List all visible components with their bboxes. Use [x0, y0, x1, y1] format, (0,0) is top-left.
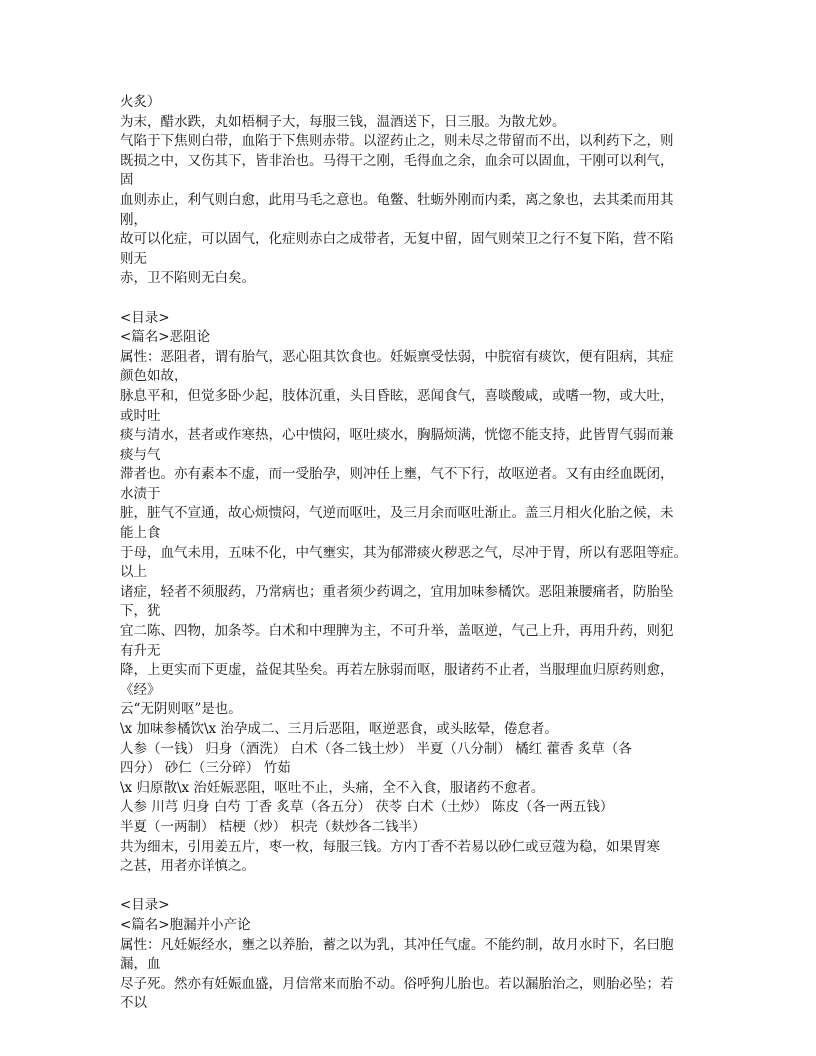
text-line: 有升无	[120, 642, 161, 659]
text-line: 痰与气	[120, 446, 161, 463]
text-line: 之甚，用者亦详慎之。	[120, 858, 255, 875]
text-line: 固	[120, 172, 134, 189]
text-line: 降，上更实而下更虚，益促其坠矣。再若左脉弱而呕，服诸药不止者，当服理血归原药则愈，	[120, 662, 674, 679]
text-line: 云“无阴则呕”是也。	[120, 701, 242, 718]
text-line: 四分） 砂仁（三分碎） 竹茹	[120, 760, 291, 777]
text-line: 既损之中，又伤其下，皆非治也。马得干之刚，毛得血之余，血余可以固血，干刚可以利气，	[120, 152, 674, 169]
text-line: 人参（一钱） 归身（酒洗） 白术（各二钱土炒） 半夏（八分制） 橘红 藿香 炙草（各	[120, 740, 632, 757]
text-line: 诸症，轻者不须服药，乃常病也；重者须少药调之，宜用加味参橘饮。恶阻兼腰痛者，防胎坠	[120, 583, 674, 600]
blank-line	[120, 289, 700, 309]
text-line: 属性：凡妊娠经水，壅之以养胎，蓄之以为乳，其冲任气虚。不能约制，故月水时下，名曰胞	[120, 936, 674, 953]
text-line: <篇名>胞漏并小产论	[120, 916, 251, 933]
text-line: 尽子死。然亦有妊娠血盛，月信常来而胎不动。俗呼狗儿胎也。若以漏胎治之，则胎必坠；若	[120, 975, 674, 992]
text-line: 故可以化症，可以固气，化症则赤白之成带者，无复中留，固气则荣卫之行不复下陷，营不陷	[120, 231, 674, 248]
text-line: 或时吐	[120, 407, 161, 424]
text-line: <目录>	[120, 309, 170, 326]
text-line: 水渍于	[120, 485, 161, 502]
text-line: 则无	[120, 250, 147, 267]
text-line: 宜二陈、四物，加条芩。白术和中理脾为主，不可升举，盖呕逆，气己上升，再用升药，则犯	[120, 623, 674, 640]
text-line: \x 归原散\x 治妊娠恶阻，呕吐不止，头痛，全不入食，服诸药不愈者。	[120, 779, 545, 796]
text-line: 火炙）	[120, 94, 161, 110]
text-line: 漏，血	[120, 956, 161, 973]
text-line: 气陷于下焦则白带，血陷于下焦则赤带。以涩药止之，则未尽之带留而不出，以利药下之，则	[120, 133, 674, 150]
text-line: 于母，血气未用，五味不化，中气壅实，其为郁滞痰火秽恶之气，尽冲于胃，所以有恶阻等症。	[120, 544, 687, 561]
text-line: 痰与清水，甚者或作寒热，心中愦闷，呕吐痰水，胸膈烦满，恍惚不能支持，此皆胃气弱而兼	[120, 427, 674, 444]
text-line: 半夏（一两制） 桔梗（炒） 枳壳（麸炒各二钱半）	[120, 818, 426, 835]
blank-line	[120, 877, 700, 897]
text-line: 刚，	[120, 211, 147, 228]
text-line: 血则赤止，利气则白愈，此用马毛之意也。龟鳖、牡蛎外刚而内柔，离之象也，去其柔而用其	[120, 191, 674, 208]
document-page	[120, 93, 700, 1014]
text-line: \x 加味参橘饮\x 治孕成二、三月后恶阻，呕逆恶食，或头眩晕，倦怠者。	[120, 721, 558, 737]
text-line: 为末，醋水跌，丸如梧桐子大，每服三钱，温酒送下，日三服。为散尤妙。	[120, 113, 566, 130]
text-line: 下，犹	[120, 603, 161, 620]
text-line: 人参 川芎 归身 白芍 丁香 炙草（各五分） 茯苓 白术（土炒） 陈皮（各一两五钱）	[120, 799, 614, 816]
text-line: 脏，脏气不宣通，故心烦愦闷，气逆而呕吐，及三月余而呕吐渐止。盖三月相火化胎之候，未	[120, 505, 674, 522]
document-text	[120, 93, 700, 1014]
text-line: 赤，卫不陷则无白矣。	[120, 270, 255, 287]
text-line: <目录>	[120, 897, 170, 914]
text-line: 属性：恶阻者，谓有胎气，恶心阻其饮食也。妊娠禀受怯弱，中脘宿有痰饮，便有阻病，其症	[120, 348, 674, 365]
text-line: 滞者也。亦有素本不虚，而一受胎孕，则冲任上壅，气不下行，故呕逆者。又有由经血既闭，	[120, 466, 674, 483]
text-line: 能上食	[120, 525, 161, 542]
text-line: 《经》	[120, 681, 161, 698]
text-line: 共为细末，引用姜五片，枣一枚，每服三钱。方内丁香不若易以砂仁或豆蔻为稳，如果胃寒	[120, 838, 660, 855]
text-line: 不以	[120, 995, 147, 1012]
text-line: <篇名>恶阻论	[120, 329, 211, 346]
text-line: 脉息平和，但觉多卧少起，肢体沉重，头目昏眩，恶闻食气，喜啖酸咸，或嗜一物，或大吐，	[120, 387, 674, 404]
text-line: 以上	[120, 564, 147, 581]
text-line: 颜色如故，	[120, 368, 188, 385]
